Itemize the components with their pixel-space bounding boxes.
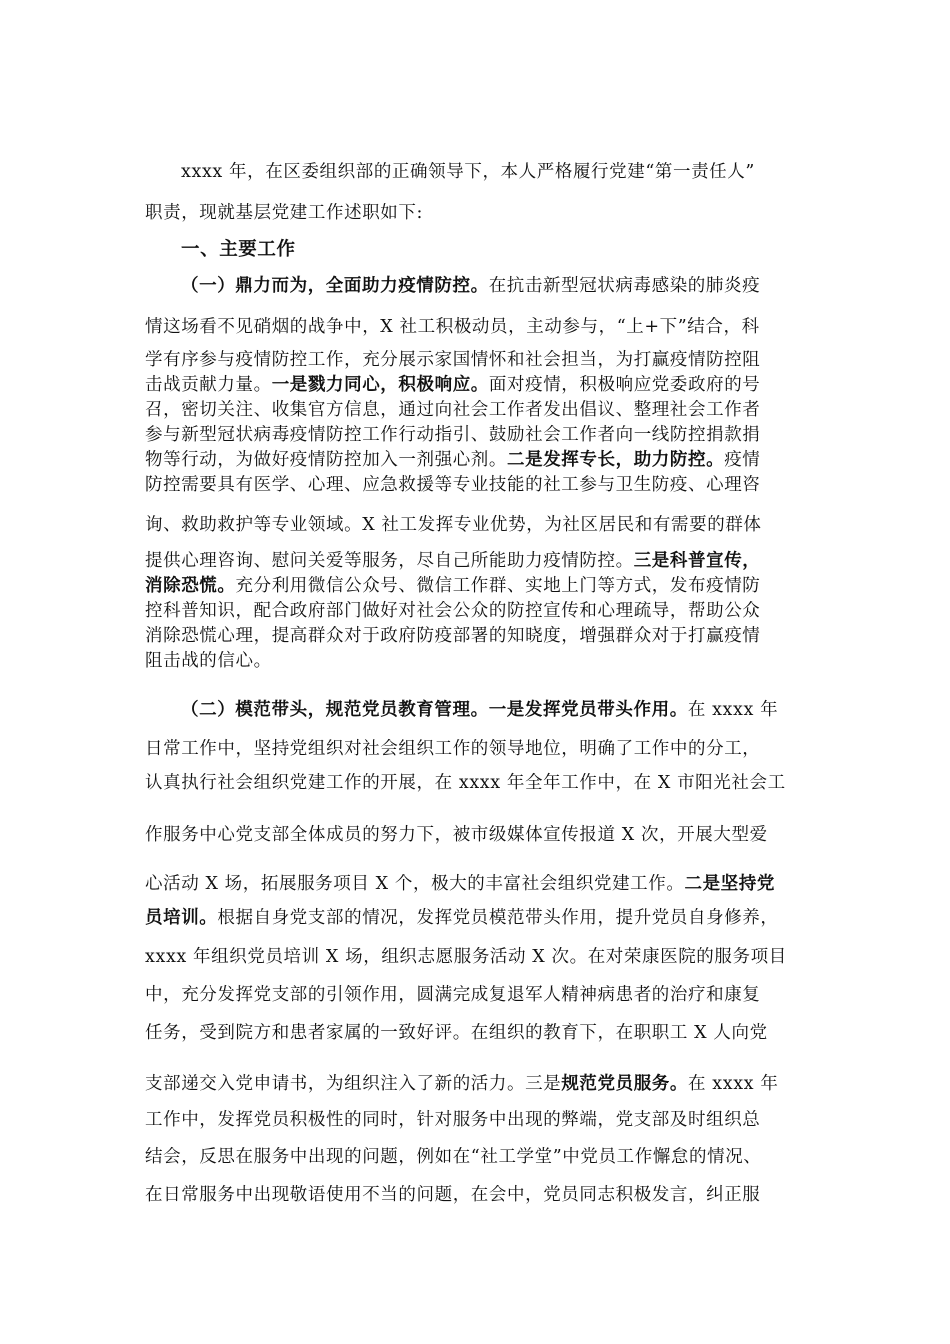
section-1-line-13: 消除恐慌心理，提高群众对于政府防疫部署的知晓度，增强群众对于打赢疫情 [145, 626, 761, 646]
section-2-line-3: 认真执行社会组织党建工作的开展，在 xxxx 年全年工作中，在 X 市阳光社会工 [145, 773, 786, 793]
bold-span: 消除恐慌。 [145, 576, 236, 596]
section-1-line-11 [145, 574, 805, 598]
section-1-line-8: 防控需要具有医学、心理、应急救援等专业技能的社工参与卫生防疫、心理咨 [145, 475, 761, 495]
text-span: 提供心理咨询、慰问关爱等服务，尽自己所能助力疫情防控。 [145, 551, 634, 571]
section-1-line-9: 询、救助救护等专业领域。X 社工发挥专业优势，为社区居民和有需要的群体 [145, 515, 762, 535]
section-1-line-7 [145, 448, 805, 472]
text-span: 在 xxxx 年 [688, 1074, 779, 1094]
bold-span: 员培训。 [145, 908, 218, 928]
section-2-line-12: 结会，反思在服务中出现的问题，例如在“社工学堂”中党员工作懈怠的情况、 [145, 1147, 762, 1167]
bold-span: 二是坚持党 [684, 874, 775, 894]
section-2-title: （二）模范带头，规范党员教育管理。一是发挥党员带头作用。 [181, 700, 688, 720]
bold-span: 三是科普宣传， [633, 551, 761, 571]
section-2-line-13: 在日常服务中出现敬语使用不当的问题，在会中，党员同志积极发言，纠正服 [145, 1185, 761, 1205]
bold-span: 规范党员服务。 [561, 1074, 689, 1094]
section-2-line-1 [181, 698, 805, 722]
section-1-line-2: 情这场看不见硝烟的战争中，X 社工积极动员，主动参与，“上+下”结合，科 [145, 317, 760, 337]
section-2-line-11: 工作中，发挥党员积极性的同时，针对服务中出现的弊端，党支部及时组织总 [145, 1110, 761, 1130]
intro-line-2: 职责，现就基层党建工作述职如下: [145, 203, 423, 223]
section-2-line-6 [145, 906, 805, 930]
section-2-line-9: 任务，受到院方和患者家属的一致好评。在组织的教育下，在职职工 X 人向党 [145, 1023, 768, 1043]
bold-span: 一是戮力同心，积极响应。 [271, 375, 489, 395]
text-span: 物等行动，为做好疫情防控加入一剂强心剂。 [145, 450, 507, 470]
section-1-line-6: 参与新型冠状病毒疫情防控工作行动指引、鼓励社会工作者向一线防控捐款捐 [145, 425, 761, 445]
section-1-line-4 [145, 373, 805, 397]
section-1-line-3: 学有序参与疫情防控工作，充分展示家国情怀和社会担当，为打赢疫情防控阻 [145, 350, 761, 370]
section-2-line-5 [145, 872, 805, 896]
text-span: 根据自身党支部的情况，发挥党员模范带头作用，提升党员自身修养， [217, 908, 779, 928]
section-1-line-5: 召，密切关注、收集官方信息，通过向社会工作者发出倡议、整理社会工作者 [145, 400, 761, 420]
section-1-line-12: 控科普知识，配合政府部门做好对社会公众的防控宣传和心理疏导，帮助公众 [145, 601, 761, 621]
text-span: 充分利用微信公众号、微信工作群、实地上门等方式，发布疫情防 [235, 576, 761, 596]
section-2-line-10 [145, 1072, 805, 1096]
section-1-line-1 [181, 274, 805, 298]
section-1-title: （一）鼎力而为，全面助力疫情防控。 [181, 276, 489, 296]
section-2-line-7: xxxx 年组织党员培训 X 场，组织志愿服务活动 X 次。在对荣康医院的服务项目 [145, 947, 787, 967]
text-span: 在抗击新型冠状病毒感染的肺炎疫 [488, 276, 761, 296]
section-1-line-14: 阻击战的信心。 [145, 651, 272, 671]
heading-main-work: 一、主要工作 [181, 239, 296, 260]
section-2-line-4: 作服务中心党支部全体成员的努力下，被市级媒体宣传报道 X 次，开展大型爱 [145, 825, 768, 845]
text-span: 支部递交入党申请书，为组织注入了新的活力。三是 [145, 1074, 562, 1094]
text-span: 面对疫情，积极响应党委政府的号 [488, 375, 761, 395]
text-span: 击战贡献力量。 [145, 375, 272, 395]
text-span: 心活动 X 场，拓展服务项目 X 个，极大的丰富社会组织党建工作。 [145, 874, 685, 894]
section-2-line-2: 日常工作中，坚持党组织对社会组织工作的领导地位，明确了工作中的分工， [145, 739, 761, 759]
text-span: 在 xxxx 年 [687, 700, 779, 720]
section-1-line-10 [145, 549, 805, 573]
section-2-line-8: 中，充分发挥党支部的引领作用，圆满完成复退军人精神病患者的治疗和康复 [145, 985, 761, 1005]
bold-span: 二是发挥专长，助力防控。 [507, 450, 725, 470]
text-span: 疫情 [724, 450, 761, 470]
intro-line-1: xxxx 年，在区委组织部的正确领导下，本人严格履行党建“第一责任人” [181, 162, 755, 182]
